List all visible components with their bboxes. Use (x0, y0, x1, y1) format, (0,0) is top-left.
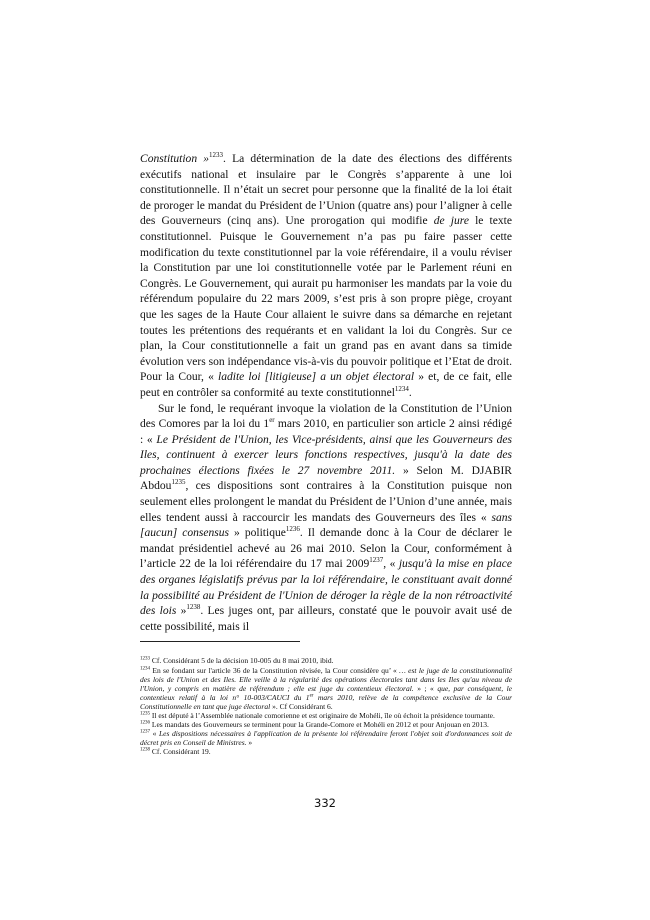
footnote-1235 (140, 711, 512, 720)
text-span: » politique (229, 527, 286, 540)
text-span: » (176, 605, 187, 618)
ordinal-superscript: er (269, 416, 275, 425)
text-span: Les dispositions nécessaires à l'application de la présente loi référendaire feront l'objet soit d'ordonnances soit de décret pris en Conseil de Ministres. (140, 729, 512, 748)
text-span: Sur le fond, le requérant invoque la violation de la Constitution de l’Union des Comores par la loi du 1 (140, 402, 512, 431)
text-span: sans [aucun] consensus (140, 511, 512, 540)
text-span: que, par conséquent, le contentieux relatif à la loi n° 10-003/CAUCI du 1 (140, 683, 512, 702)
footnote-number: 1236 (140, 720, 150, 726)
footnote-1233 (140, 656, 512, 665)
footnote-number: 1235 (140, 711, 150, 717)
footnote-separator (140, 641, 300, 642)
text-span: le texte constitutionnel. Puisque le Gouvernement n’a pas pu faire passer cette modification du texte constitutionnel par la voie référendaire, il a voulu réviser la Constitution par une loi constitutionnelle votée par le Parlement réuni en Congrès. Le Gouvernement, qui aurait pu harmoniser les mandats par la voie du référendum populaire du 22 mars 2009, s’est pris à son propre piège, croyant que les sages de la Haute Cour allaient le suivre dans sa démarche en rejetant toutes les prétentions des requérants et en validant la loi du Congrès. Sur ce plan, la Cour constitutionnelle a fait un grand pas en avant dans sa timide évolution vers son indépendance vis-à-vis du pouvoir politique et l’Etat de droit. Pour la Cour, « (140, 215, 512, 384)
text-span: . Les juges ont, par ailleurs, constaté que le pouvoir avait usé de cette possibilité, mais il (140, 605, 512, 633)
body-paragraph-2 (140, 402, 512, 636)
body-paragraph-1 (140, 152, 512, 402)
footnote-ref[interactable]: 1235 (171, 478, 186, 487)
footnote-ref[interactable]: 1233 (209, 151, 224, 160)
text-span: ». Cf Considérant 6. (270, 701, 333, 711)
text-span: . (408, 386, 412, 399)
text-span: » Selon M. DJABIR Abdou (140, 464, 512, 493)
text-span: de jure (433, 215, 469, 228)
footnote-ref[interactable]: 1237 (369, 556, 384, 565)
text-span: Les mandats des Gouverneurs se terminent pour la Grande-Comore et Mohéli en 2012 et pour Anjouan en 2013. (150, 720, 489, 730)
text-span: Il est député à l’Assemblée nationale comorienne et est originaire de Mohéli, île où échoit la présidence tournante. (150, 710, 495, 720)
text-span: « (150, 729, 159, 739)
footnote-number: 1233 (140, 656, 150, 662)
footnote-ref[interactable]: 1236 (285, 525, 300, 534)
text-span: En se fondant sur l'article 36 de la Constitution révisée, la Cour considère qu’ « (150, 665, 400, 675)
text-span: mars 2010, relève de la compétence exclusive de la Cour Constitutionnelle en tant que juge électoral (140, 692, 512, 711)
text-span: . La détermination de la date des élections des différents exécutifs national et insulaire par le Congrès s’apparente à une loi constitutionnelle. Il n’était un secret pour personne que la finalité de la loi était de proroger le mandat du Président de l’Union (quatre ans) pour l’aligner à celle des Gouverneurs (cinq ans). Une prorogation qui modifie (140, 153, 513, 228)
text-span: » (246, 738, 253, 748)
footnote-1238 (140, 747, 512, 756)
text-span: ladite loi [litigieuse] a un objet électoral (218, 371, 415, 384)
footnote-number: 1238 (140, 747, 150, 753)
footnote-ref[interactable]: 1234 (394, 385, 409, 394)
text-span: Cf. Considérant 5 de la décision 10-005 du 8 mai 2010, ibid. (150, 656, 334, 666)
footnote-number: 1237 (140, 729, 150, 735)
ordinal-superscript: er (309, 693, 314, 699)
text-span: … est le juge de la constitutionnalité des lois de l'Union et des Iles. Elle veille à la régularité des opérations électorales tant dans les Iles qu'au niveau de l'Union, y compris en matière de référendum ; elle est juge du contentieux électoral. (140, 665, 512, 693)
footnote-1237 (140, 729, 512, 747)
text-span: Constitution » (140, 153, 210, 165)
text-span: . Il demande donc à la Cour de déclarer le mandat présidentiel achevé au 26 mai 2010. Selon la Cour, conformément à l’article 22 de la loi référendaire du 17 mai 2009 (140, 527, 512, 571)
page-number: 332 (314, 796, 336, 810)
text-span: mars 2010, en particulier son article 2 ainsi rédigé : « (140, 418, 512, 446)
text-span: » et, de ce fait, elle peut en contrôler sa conformité au texte constitutionnel (140, 371, 513, 399)
footnote-1236 (140, 720, 512, 729)
text-span: , « (383, 558, 399, 571)
text-span: Le Président de l'Union, les Vice-présidents, ainsi que les Gouverneurs des Iles, continuent à exercer leurs fonctions respectives, jusqu'à la date des prochaines élections fixées le 27 novembre 2011. (140, 433, 512, 477)
text-span: jusqu'à la mise en place des organes législatifs prévus par la loi référendaire, le constituant avait donné la possibilité au Président de l'Union de déroger la règle de la non rétroactivité des lois (140, 558, 512, 618)
text-span: Cf. Considérant 19. (150, 747, 211, 757)
text-span: , ces dispositions sont contraires à la Constitution puisque non seulement elles prolongent le mandat du Président de l’Union d’une année, mais elles tendent aussi à raccourcir les mandats des Gouverneurs des îles « (140, 480, 512, 524)
footnote-number: 1234 (140, 666, 150, 671)
text-span: » ; « (413, 683, 438, 693)
footnote-ref[interactable]: 1238 (186, 603, 201, 612)
document-page (140, 152, 512, 756)
footnote-1234 (140, 666, 512, 711)
